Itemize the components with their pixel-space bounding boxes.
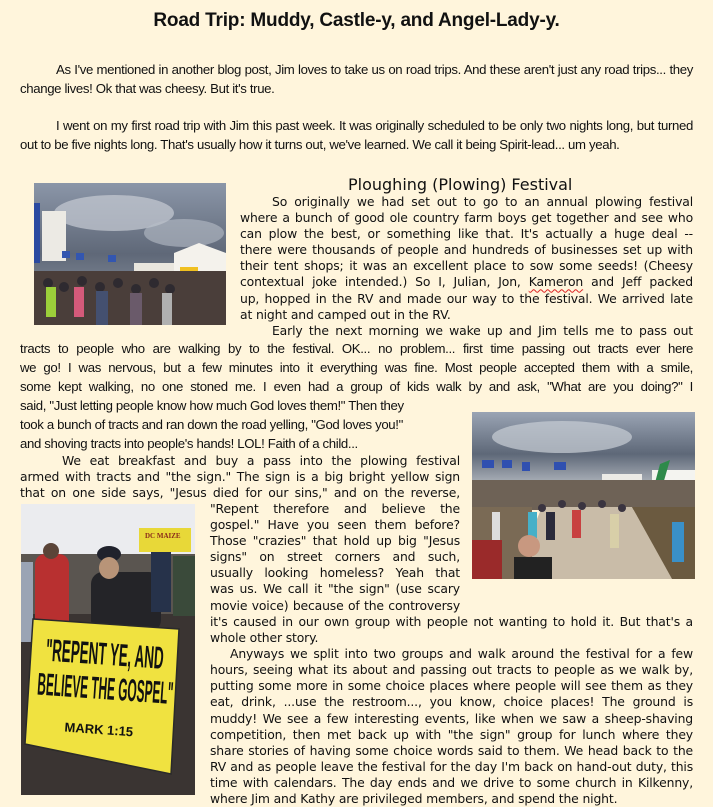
text-line: muddy! We see a few interesting events, like when we saw a sheep-shaving bbox=[210, 710, 693, 726]
sign-reference: MARK 1:15 bbox=[64, 719, 134, 740]
text-line: and shoving tracts into people's hands! LOL! Faith of a child... bbox=[20, 436, 358, 451]
intro-paragraph-1-text: As I've mentioned in another blog post, Jim loves to take us on road trips. And these aren't just any road trips... they change lives! Ok that was cheesy. But it's true. bbox=[20, 62, 693, 96]
text-line: can plow the best, or something like that. It's actually a huge deal -- bbox=[240, 226, 693, 242]
festival-paragraph-block-c bbox=[20, 396, 460, 453]
text-line: was us. We call it "the sign" (use scary bbox=[210, 581, 460, 597]
text-line: where a bunch of good ole country farm boys get together and see who bbox=[240, 210, 693, 226]
text-line: Early the next morning we wake up and Jim tells me to pass out bbox=[272, 322, 693, 338]
text-line: We eat breakfast and buy a pass into the plowing festival bbox=[62, 453, 460, 468]
text-line: tracts to people who are walking by to the festival. OK... no problem... first time passing out tracts ever here bbox=[20, 341, 693, 356]
text-line: whole other story. bbox=[210, 630, 319, 646]
text-line: competition, then met back up with "the sign" group for lunch where they bbox=[210, 726, 693, 742]
festival-paragraph-block-e bbox=[210, 501, 460, 614]
text-line: movie voice) because of the controversy bbox=[210, 597, 460, 613]
intro-paragraph-2 bbox=[20, 116, 693, 154]
text-line: up, hopped in the RV and made our way to the festival. We arrived late bbox=[240, 290, 693, 306]
post-title: Road Trip: Muddy, Castle-y, and Angel-Lady-y. bbox=[153, 10, 560, 31]
text-line: it's caused in our own group with people not wanting to hold it. But that's a bbox=[210, 614, 693, 629]
text-line: putting some more in some choice places where people will see them as they bbox=[210, 678, 693, 694]
banner-text: DC MAIZE bbox=[145, 532, 181, 540]
intro-paragraph-1 bbox=[20, 60, 693, 98]
sign-line-1: "REPENT YE, AND bbox=[44, 632, 232, 681]
text-line: share stories of having some choice words said to them. We head back to the bbox=[210, 742, 693, 758]
text-line: said, "Just letting people know how much God loves them!" Then they bbox=[20, 398, 404, 413]
text-line: time with calendars. The day ends and we drive to some church in Kilkenny, bbox=[210, 774, 693, 790]
text-line: "Repent therefore and believe the bbox=[210, 501, 460, 516]
festival-paragraph-block-d bbox=[20, 453, 460, 501]
text-line: took a bunch of tracts and ran down the road yelling, "God loves you!" bbox=[20, 417, 403, 432]
text-line: where Jim and Kathy are privileged members, and spend the night. bbox=[210, 791, 618, 807]
text-line: hours, seeing what its about and passing out tracts to people as we walk by, bbox=[210, 662, 693, 678]
text-line: Anyways we split into two groups and walk around the festival for a few bbox=[230, 646, 693, 662]
text-line: there were thousands of people and hundreds of businesses set up with bbox=[240, 242, 693, 258]
text-line: Those "crazies" that hold up big "Jesus bbox=[210, 533, 460, 549]
festival-walkway-photo bbox=[472, 412, 695, 579]
text-line: gospel." Have you seen them before? bbox=[210, 517, 460, 533]
section-heading: Ploughing (Plowing) Festival bbox=[348, 175, 573, 194]
text-line: some kept walking, no one stoned me. I even had a group of kids walk by and ask, "What are you doing?" I bbox=[20, 379, 693, 394]
text-line: So originally we had set out to go to an annual plowing festival bbox=[272, 194, 693, 209]
text-line: at night and camped out in the RV. bbox=[240, 306, 451, 322]
text-line: armed with tracts and "the sign." The sign is a big bright yellow sign bbox=[20, 469, 460, 485]
festival-paragraph-block-f bbox=[210, 614, 693, 807]
intro-paragraph-2-text: I went on my first road trip with Jim this past week. It was originally scheduled to be only two nights long, but turned out to be five nights long. That's usually how it turns out, we've learned. We call it being Spirit-lead... um yeah. bbox=[20, 118, 693, 152]
text-line: eat, drink, ...use the restroom..., you know, choice places! The ground is bbox=[210, 694, 693, 710]
text-fragment: contextual joke intended.) So I, Julian, Jon, bbox=[240, 274, 521, 290]
text-line: RV and as people leave the festival for the day I'm back on hand-out duty, this bbox=[210, 758, 693, 774]
text-fragment: and Jeff packed bbox=[591, 274, 693, 290]
sign-line-2: BELIEVE THE GOSPEL" bbox=[36, 666, 280, 719]
festival-paragraph-block-b bbox=[20, 339, 693, 396]
text-line: we go! I was nervous, but a few minutes into it everything was fine. Most people accepted them with a smile, bbox=[20, 360, 693, 375]
text-line: signs" on street corners and such, bbox=[210, 549, 460, 565]
festival-crowd-photo bbox=[34, 183, 226, 325]
text-line: that on one side says, "Jesus died for our sins," and on the reverse, bbox=[20, 485, 460, 501]
text-line: their tent shops; it was an excellent place to sow some seeds! (Cheesy bbox=[240, 258, 693, 274]
festival-paragraph-block-a bbox=[240, 194, 693, 339]
text-line: usually looking homeless? Yeah that bbox=[210, 565, 460, 581]
misspelled-word: Kameron bbox=[528, 274, 584, 290]
text-line bbox=[240, 274, 693, 290]
